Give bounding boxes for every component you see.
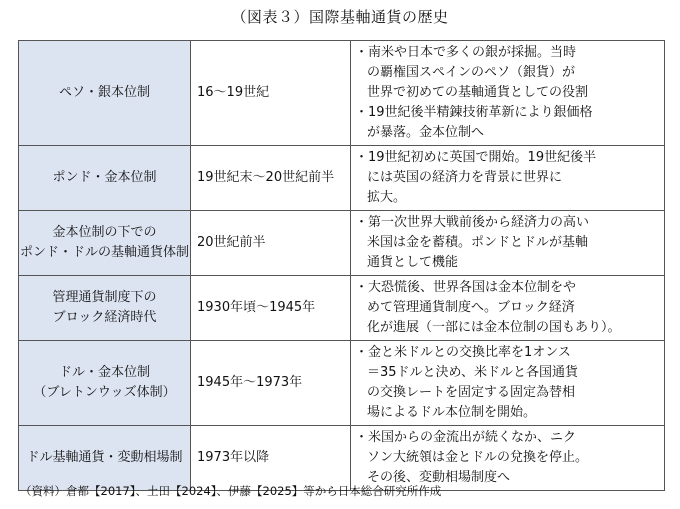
description-cell	[351, 276, 665, 341]
description-bullet: ・19世紀初めに英国で開始。19世紀後半 には英国の経済力を背景に世界に 拡大。	[355, 150, 597, 205]
system-label-line-2: ポンド・ドルの基軸通貨体制	[19, 245, 189, 260]
system-cell	[19, 426, 191, 491]
system-label: ポンド・金本位制	[52, 170, 157, 185]
system-cell	[19, 146, 191, 211]
figure-title: （図表３）国際基軸通貨の歴史	[231, 8, 449, 26]
system-label-line-2: ブロック経済時代	[52, 310, 157, 325]
description-cell	[351, 41, 665, 146]
system-cell	[19, 41, 191, 146]
description-bullet: ・第一次世界大戦前後から経済力の高い 米国は金を蓄積。ポンドとドルが基軸 通貨として機能	[355, 215, 590, 270]
description-bullet: ・19世紀後半精錬技術革新により銀価格 が暴落。金本位制へ	[355, 105, 593, 140]
table-row	[19, 426, 665, 491]
table-row	[19, 211, 665, 276]
description-bullet: ・金と米ドルとの交換比率を1オンス ＝35ドルと決め、米ドルと各国通貨 の交換レートを固定する固定為替相 場によるドル本位制を開始。	[355, 345, 579, 420]
period-cell: 1930年頃～1945年	[191, 276, 351, 341]
period-cell: 1973年以降	[191, 426, 351, 491]
description-cell	[351, 341, 665, 426]
system-cell	[19, 341, 191, 426]
system-label-line-2: （ブレトンウッズ体制）	[33, 385, 176, 400]
period-cell: 16～19世紀	[191, 41, 351, 146]
table-row	[19, 341, 665, 426]
currency-history-table	[18, 40, 665, 491]
description-cell	[351, 211, 665, 276]
system-cell	[19, 211, 191, 276]
description-bullet: ・米国からの金流出が続くなか、ニク ソン大統領は金とドルの兌換を停止。 その後、変動相場制度へ	[355, 430, 589, 485]
period-cell: 1945年～1973年	[191, 341, 351, 426]
description-cell	[351, 146, 665, 211]
period-cell: 20世紀前半	[191, 211, 351, 276]
period-cell: 19世紀末～20世紀前半	[191, 146, 351, 211]
table-row	[19, 146, 665, 211]
table-row	[19, 276, 665, 341]
system-label-line-1: 管理通貨制度下の	[52, 290, 157, 305]
description-bullet: ・大恐慌後、世界各国は金本位制をや めて管理通貨制度へ。ブロック経済 化が進展（一部には金本位制の国もあり）。	[355, 280, 621, 335]
system-label: ペソ・銀本位制	[58, 85, 150, 100]
system-label-line-1: ドル・金本位制	[58, 365, 150, 380]
description-cell	[351, 426, 665, 491]
table-row	[19, 41, 665, 146]
source-note: （資料）倉都【2017】、土田【2024】、伊藤【2025】等から日本総合研究所作成	[20, 484, 442, 498]
description-bullet: ・南米や日本で多くの銀が採掘。当時 の覇権国スペインのペソ（銀貨）が 世界で初めての基軸通貨としての役割	[355, 45, 589, 100]
system-label: ドル基軸通貨・変動相場制	[26, 450, 183, 465]
system-cell	[19, 276, 191, 341]
system-label-line-1: 金本位制の下での	[52, 225, 157, 240]
